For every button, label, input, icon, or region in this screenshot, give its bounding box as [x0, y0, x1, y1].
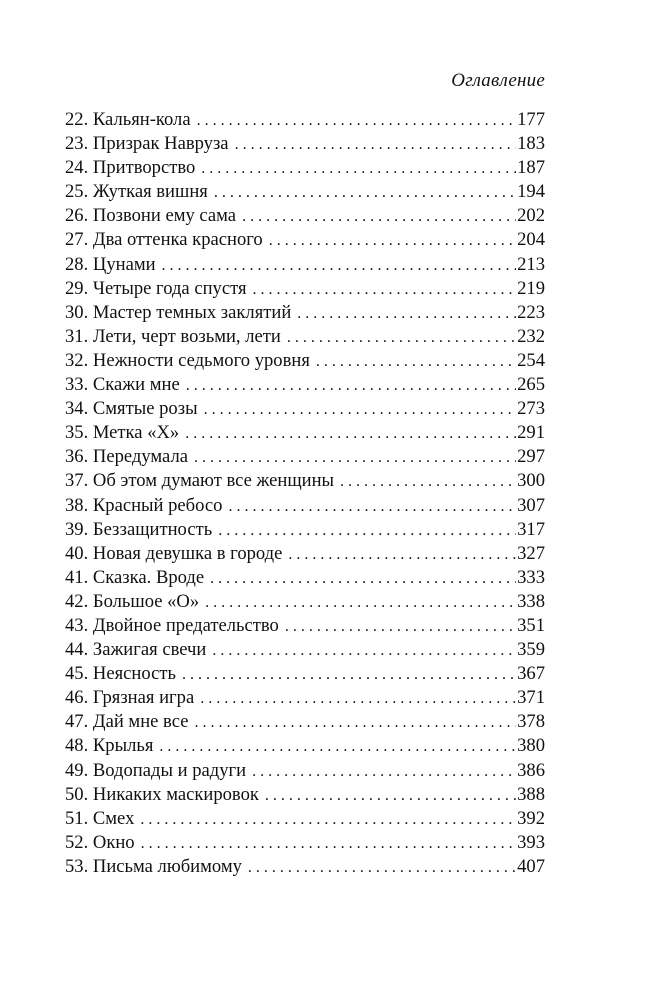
toc-entry-page-number: 367: [517, 663, 545, 685]
toc-entry-page-number: 393: [517, 831, 545, 853]
toc-entry-title: 51. Смех: [65, 807, 135, 829]
dot-leader: [253, 278, 517, 301]
dot-leader: [162, 254, 517, 277]
dot-leader: [205, 591, 516, 614]
toc-entry-title: 44. Зажигая свечи: [65, 639, 207, 661]
dot-leader: [200, 687, 516, 710]
toc-entry-title: 50. Никаких маскировок: [65, 783, 259, 805]
dot-leader: [210, 567, 516, 590]
toc-entry: [65, 831, 545, 855]
dot-leader: [297, 302, 516, 325]
dot-leader: [228, 495, 516, 518]
toc-entry-title: 22. Кальян-кола: [65, 109, 191, 130]
dot-leader: [186, 374, 516, 397]
dot-leader: [242, 205, 516, 228]
toc-entry: [65, 759, 545, 783]
toc-entry-title: 27. Два оттенка красного: [65, 229, 263, 251]
toc-entry-title: 37. Об этом думают все женщины: [65, 470, 335, 492]
toc-entry: [65, 132, 545, 156]
table-of-contents: [65, 108, 545, 879]
toc-entry-page-number: 204: [517, 229, 545, 251]
toc-entry-page-number: 351: [517, 614, 545, 636]
toc-entry-title: 33. Скажи мне: [65, 374, 180, 396]
toc-entry: [65, 204, 545, 228]
toc-entry-page-number: 219: [517, 277, 545, 299]
toc-entry: [65, 253, 545, 277]
toc-entry: [65, 277, 545, 301]
toc-entry-title: 31. Лети, черт возьми, лети: [65, 325, 281, 347]
dot-leader: [269, 229, 516, 252]
toc-entry-page-number: 177: [517, 109, 545, 130]
toc-entry-page-number: 371: [517, 687, 545, 709]
toc-entry-page-number: 291: [517, 422, 545, 444]
toc-entry-title: 23. Призрак Навруза: [65, 133, 229, 155]
dot-leader: [316, 350, 516, 373]
toc-entry-title: 34. Смятые розы: [65, 398, 198, 420]
toc-entry: [65, 469, 545, 493]
toc-entry: [65, 180, 545, 204]
dot-leader: [185, 422, 516, 445]
dot-leader: [252, 760, 516, 783]
toc-entry-title: 36. Передумала: [65, 446, 188, 468]
dot-leader: [140, 808, 516, 831]
dot-leader: [194, 711, 516, 734]
toc-entry-page-number: 300: [517, 470, 545, 492]
toc-entry: [65, 807, 545, 831]
toc-entry-page-number: 202: [517, 205, 545, 227]
dot-leader: [248, 856, 516, 879]
toc-entry-title: 48. Крылья: [65, 735, 154, 757]
toc-entry: [65, 421, 545, 445]
toc-entry: [65, 494, 545, 518]
dot-leader: [159, 735, 516, 758]
toc-entry-title: 25. Жуткая вишня: [65, 181, 208, 203]
toc-entry: [65, 228, 545, 252]
toc-entry-page-number: 307: [517, 494, 545, 516]
dot-leader: [197, 109, 517, 132]
toc-entry: [65, 301, 545, 325]
dot-leader: [235, 133, 517, 156]
toc-entry-title: 52. Окно: [65, 831, 135, 853]
toc-entry: [65, 445, 545, 469]
toc-entry-title: 41. Сказка. Вроде: [65, 566, 205, 588]
toc-entry: [65, 542, 545, 566]
toc-entry-title: 40. Новая девушка в городе: [65, 542, 283, 564]
toc-entry-page-number: 265: [517, 374, 545, 396]
dot-leader: [141, 832, 517, 855]
toc-entry-page-number: 254: [517, 349, 545, 371]
toc-entry-page-number: 273: [517, 398, 545, 420]
toc-entry-title: 49. Водопады и радуги: [65, 759, 247, 781]
toc-entry-page-number: 407: [517, 855, 545, 877]
toc-entry-page-number: 213: [517, 253, 545, 275]
dot-leader: [285, 615, 516, 638]
toc-entry-title: 47. Дай мне все: [65, 711, 189, 733]
toc-entry: [65, 855, 545, 879]
toc-entry-page-number: 194: [517, 181, 545, 203]
toc-entry-page-number: 359: [517, 639, 545, 661]
toc-entry-page-number: 388: [517, 783, 545, 805]
dot-leader: [288, 543, 516, 566]
toc-entry: [65, 662, 545, 686]
toc-entry: [65, 566, 545, 590]
toc-entry-page-number: 378: [517, 711, 545, 733]
toc-entry-title: 38. Красный ребосо: [65, 494, 223, 516]
toc-entry-title: 39. Беззащитность: [65, 518, 213, 540]
toc-entry-title: 46. Грязная игра: [65, 687, 195, 709]
toc-entry-page-number: 297: [517, 446, 545, 468]
toc-entry: [65, 638, 545, 662]
toc-entry-title: 32. Нежности седьмого уровня: [65, 349, 310, 371]
dot-leader: [340, 470, 516, 493]
toc-entry-title: 30. Мастер темных заклятий: [65, 301, 292, 323]
toc-entry-title: 45. Неясность: [65, 663, 176, 685]
toc-entry-title: 24. Притворство: [65, 157, 196, 179]
toc-entry-page-number: 327: [517, 542, 545, 564]
toc-entry-page-number: 232: [517, 325, 545, 347]
toc-entry-page-number: 380: [517, 735, 545, 757]
dot-leader: [201, 157, 516, 180]
toc-entry: [65, 373, 545, 397]
dot-leader: [182, 663, 516, 686]
page-header-title: Оглавление: [451, 70, 545, 91]
toc-entry: [65, 614, 545, 638]
toc-entry-title: 28. Цунами: [65, 253, 156, 275]
toc-entry: [65, 397, 545, 421]
toc-entry-page-number: 338: [517, 590, 545, 612]
toc-entry: [65, 734, 545, 758]
toc-entry-title: 53. Письма любимому: [65, 855, 242, 877]
toc-entry-page-number: 392: [517, 807, 545, 829]
toc-entry: [65, 156, 545, 180]
toc-entry: [65, 518, 545, 542]
dot-leader: [212, 639, 516, 662]
toc-entry-page-number: 187: [517, 157, 545, 179]
toc-entry-title: 29. Четыре года спустя: [65, 277, 247, 299]
toc-entry: [65, 349, 545, 373]
toc-entry: [65, 590, 545, 614]
toc-entry: [65, 783, 545, 807]
dot-leader: [214, 181, 516, 204]
toc-entry-title: 35. Метка «Х»: [65, 422, 180, 444]
toc-entry-title: 43. Двойное предательство: [65, 614, 279, 636]
toc-entry-page-number: 333: [517, 566, 545, 588]
toc-entry: [65, 686, 545, 710]
toc-entry: [65, 710, 545, 734]
toc-entry-title: 26. Позвони ему сама: [65, 205, 237, 227]
dot-leader: [204, 398, 517, 421]
toc-entry-page-number: 317: [517, 518, 545, 540]
toc-entry-title: 42. Большое «О»: [65, 590, 200, 612]
dot-leader: [218, 519, 516, 542]
dot-leader: [265, 784, 516, 807]
dot-leader: [194, 446, 516, 469]
dot-leader: [287, 326, 516, 349]
toc-entry-page-number: 183: [517, 133, 545, 155]
toc-entry: [65, 325, 545, 349]
toc-entry-page-number: 386: [517, 759, 545, 781]
toc-entry: [65, 108, 545, 132]
toc-entry-page-number: 223: [517, 301, 545, 323]
